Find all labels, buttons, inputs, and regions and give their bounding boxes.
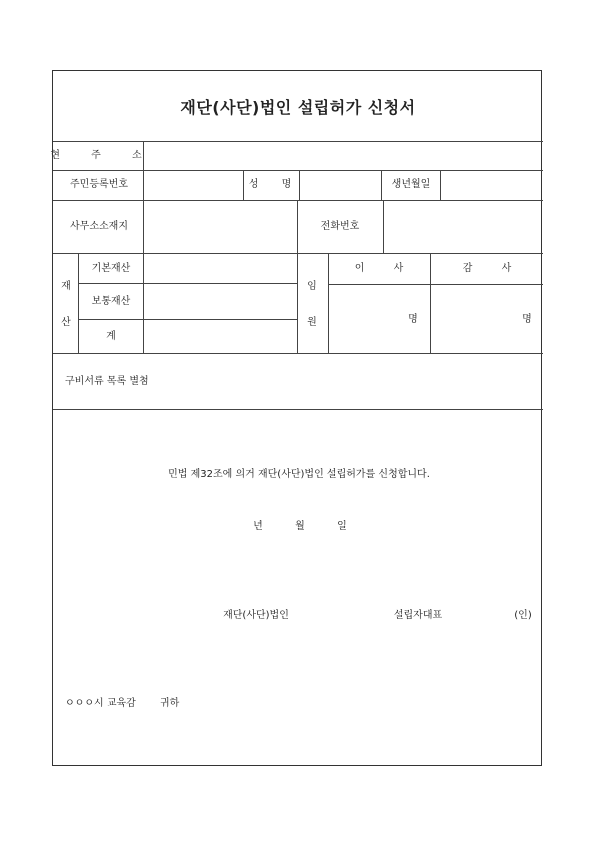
- seal-mark: (인): [514, 610, 532, 621]
- assets-group-label-bottom: 산: [61, 317, 71, 328]
- phone-label: 전화번호: [320, 221, 360, 232]
- rule-assets-bottom: [53, 353, 543, 354]
- attachments-note: 구비서류 목록 별첨: [65, 376, 149, 387]
- total-assets-field[interactable]: [144, 320, 296, 352]
- directors-unit: 명: [408, 314, 418, 325]
- rule-officers-left: [297, 253, 298, 353]
- officers-group-label-top: 임: [307, 281, 317, 292]
- phone-field[interactable]: [384, 201, 542, 252]
- rule-attachments-bottom: [53, 409, 543, 410]
- date-month-label: 월: [295, 521, 305, 532]
- rule-office-bottom: [53, 253, 543, 254]
- address-label: 현 주 소: [50, 150, 156, 161]
- recipient-label: ㅇㅇㅇ시 교육감: [65, 698, 136, 709]
- total-assets-label: 계: [106, 331, 116, 342]
- directors-header: 이 사: [354, 263, 404, 274]
- basic-assets-label: 기본재산: [91, 263, 131, 274]
- ordinary-assets-field[interactable]: [144, 284, 296, 318]
- rule-assets-group: [78, 253, 79, 353]
- address-field[interactable]: [144, 142, 542, 169]
- rule-birth-left: [381, 170, 382, 200]
- office-location-field[interactable]: [144, 201, 296, 252]
- auditors-unit: 명: [522, 314, 532, 325]
- date-day-label: 일: [337, 521, 347, 532]
- name-label: 성 명: [248, 179, 302, 190]
- basic-assets-field[interactable]: [144, 254, 296, 282]
- office-location-label: 사무소소재지: [70, 221, 128, 232]
- resident-number-label: 주민등록번호: [70, 179, 128, 190]
- rule-name-left: [243, 170, 244, 200]
- assets-group-label-top: 재: [61, 281, 71, 292]
- applicant-organization-label: 재단(사단)법인: [223, 610, 289, 621]
- birth-date-label: 생년월일: [391, 179, 431, 190]
- ordinary-assets-label: 보통재산: [91, 296, 131, 307]
- birth-date-field[interactable]: [441, 171, 542, 199]
- application-form: [52, 70, 542, 766]
- application-statement: 민법 제32조에 의거 재단(사단)법인 설립허가를 신청합니다.: [168, 469, 430, 480]
- form-title: 재단(사단)법인 설립허가 신청서: [180, 98, 416, 117]
- honorific-label: 귀하: [160, 698, 180, 709]
- name-field[interactable]: [300, 171, 380, 199]
- auditors-header: 감 사: [462, 263, 512, 274]
- founder-representative-label: 설립자대표: [393, 610, 443, 621]
- rule-phone-left: [297, 200, 298, 253]
- resident-number-field[interactable]: [144, 171, 242, 199]
- officers-group-label-bottom: 원: [307, 317, 317, 328]
- date-year-label: 년: [253, 521, 263, 532]
